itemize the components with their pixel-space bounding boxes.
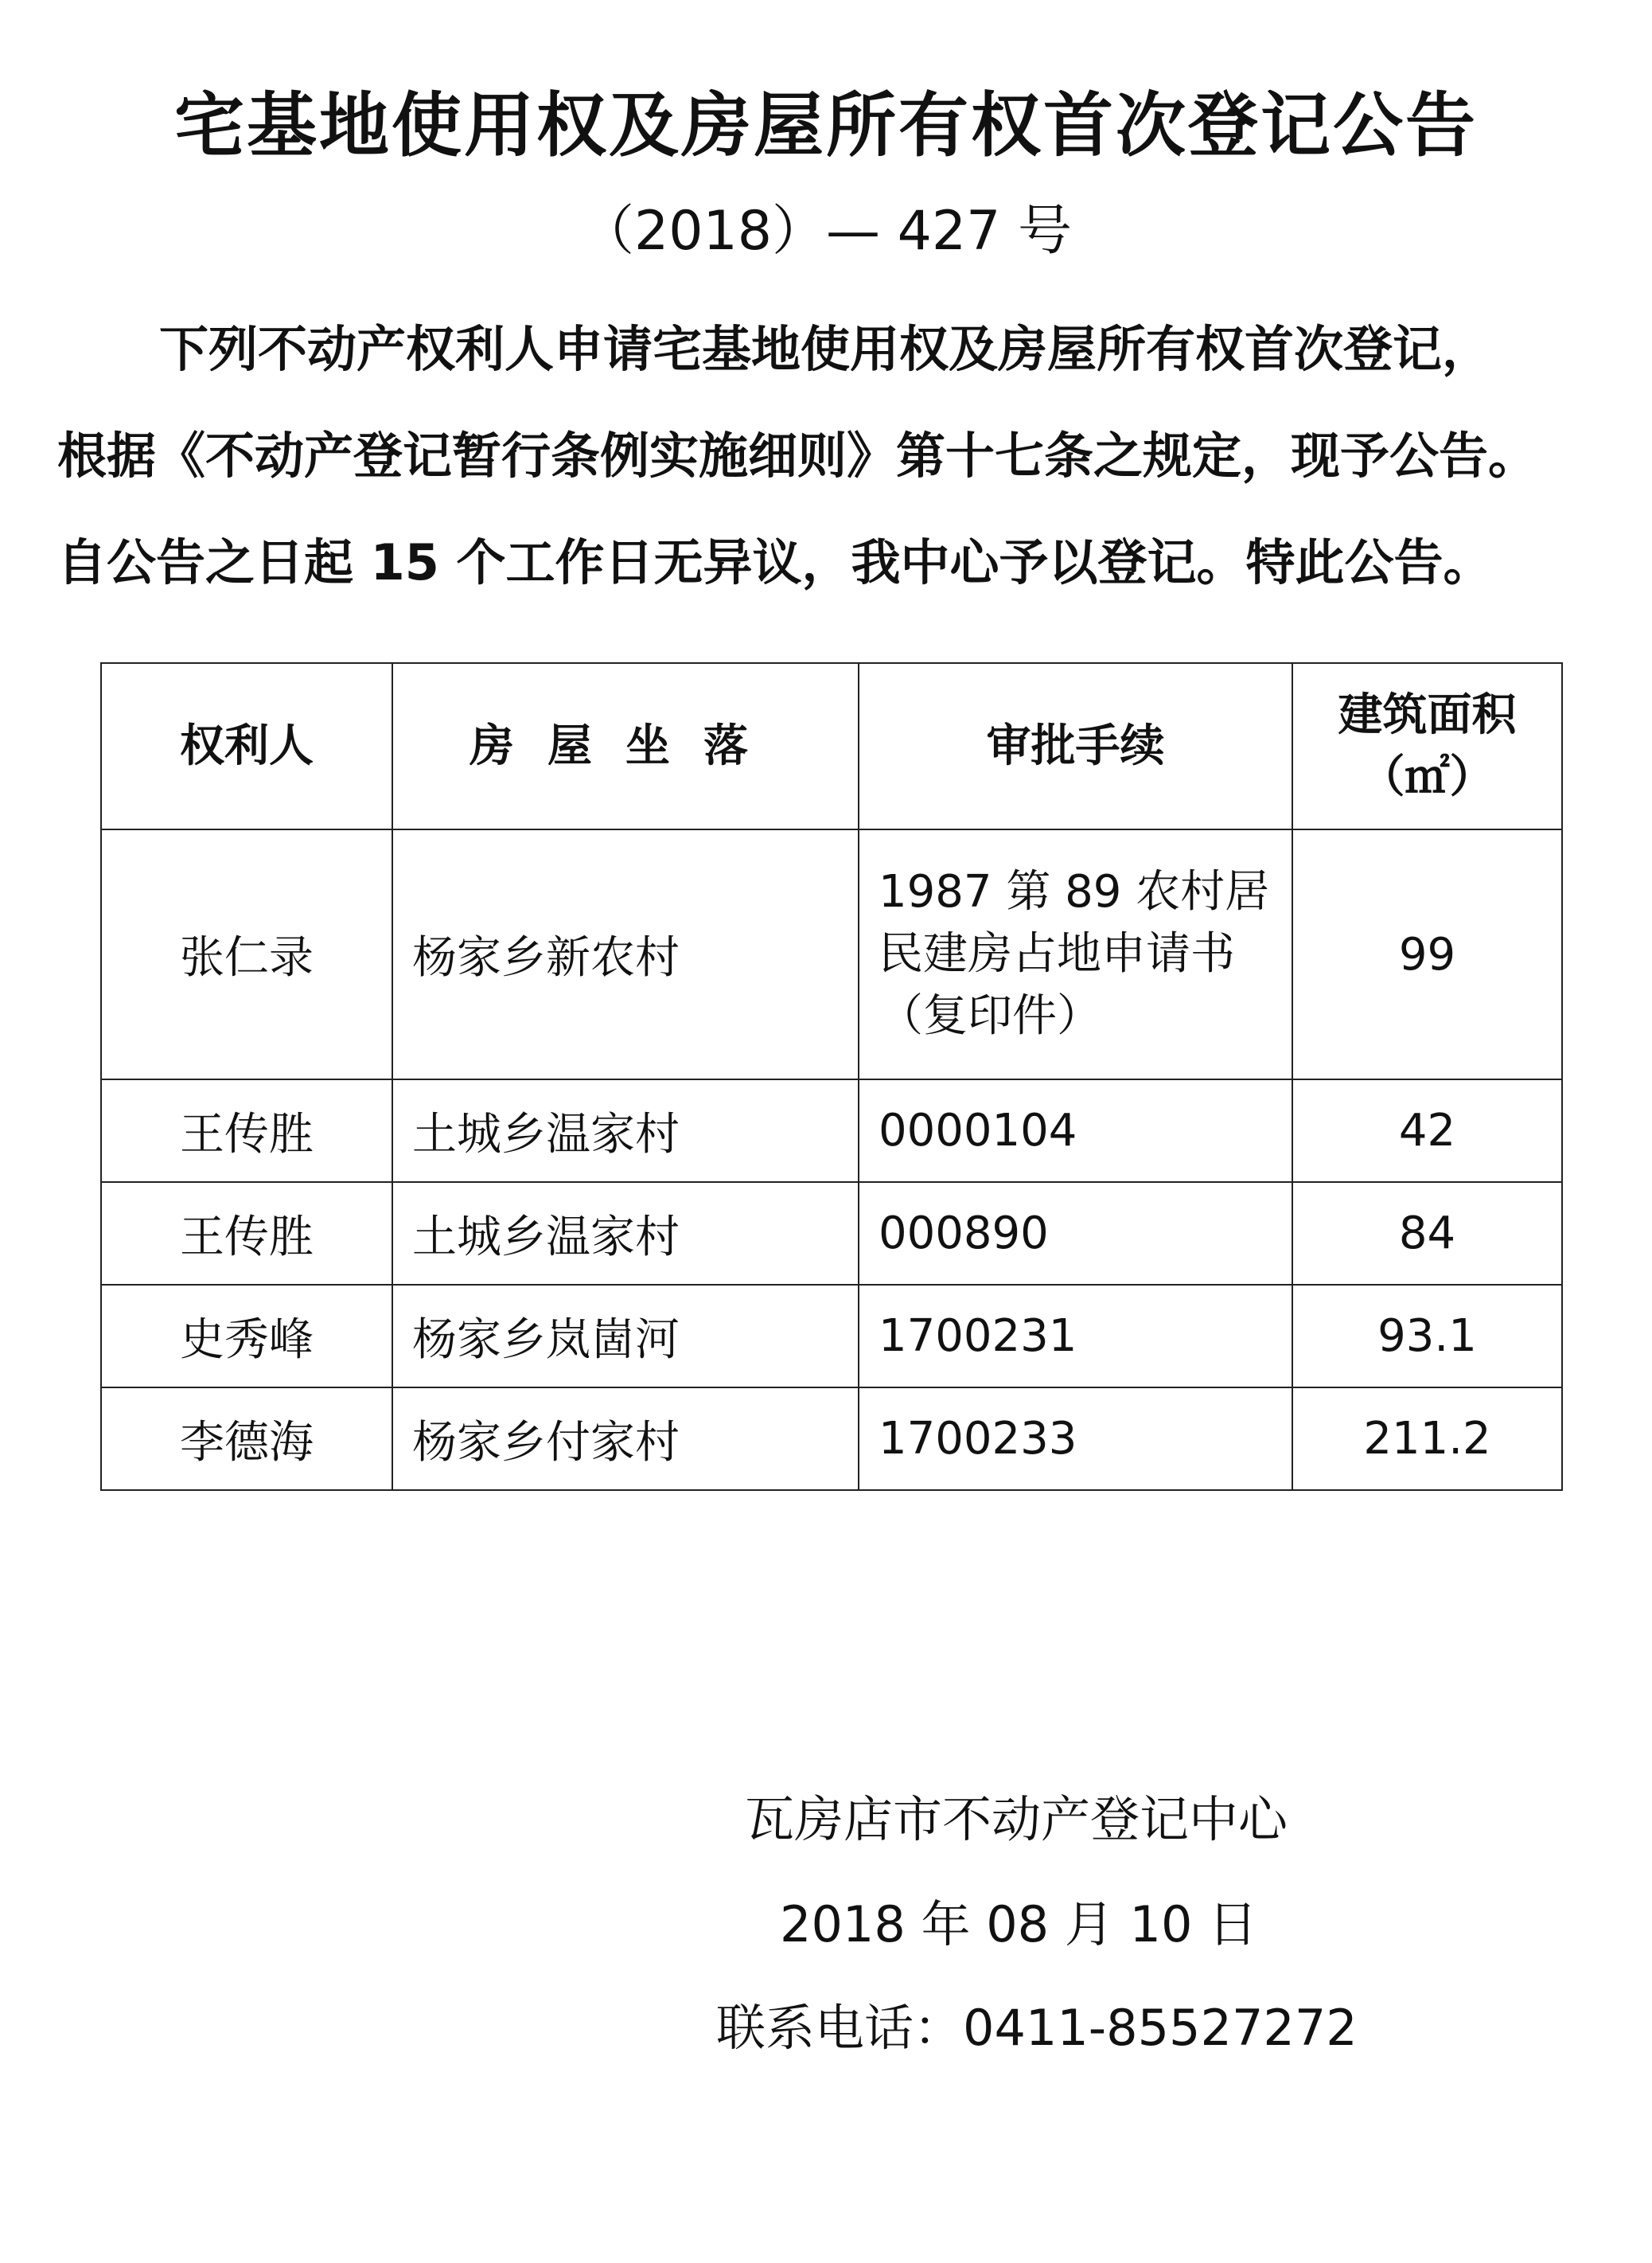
- cell-holder: 王传胜: [101, 1079, 392, 1182]
- cell-location: 杨家乡岚崮河: [392, 1285, 859, 1387]
- header-approval: 审批手续: [859, 663, 1292, 829]
- cell-area: 84: [1292, 1182, 1562, 1285]
- table-row: [101, 1387, 1562, 1490]
- header-holder: 权利人: [101, 663, 392, 829]
- table-header-row: [101, 663, 1562, 829]
- cell-approval: 1700233: [859, 1387, 1292, 1490]
- notice-title: 宅基地使用权及房屋所有权首次登记公告: [173, 84, 1478, 166]
- notice-body: [57, 296, 1617, 616]
- cell-area: 211.2: [1292, 1387, 1562, 1490]
- header-location: 房屋坐落: [392, 663, 859, 829]
- registration-table: [100, 662, 1563, 1491]
- cell-location: 杨家乡新农村: [392, 829, 859, 1079]
- cell-holder: 史秀峰: [101, 1285, 392, 1387]
- cell-location: 土城乡温家村: [392, 1182, 859, 1285]
- header-area-unit: （㎡）: [1360, 751, 1494, 803]
- body-line: 自公告之日起 15 个工作日无异议，我中心予以登记。特此公告。: [57, 533, 1493, 591]
- issuer-name: 瓦房店市不动产登记中心: [745, 1790, 1288, 1848]
- table-row: [101, 1079, 1562, 1182]
- body-line: 根据《不动产登记暂行条例实施细则》第十七条之规定，现予公告。: [57, 427, 1538, 485]
- header-area-label: 建筑面积: [1338, 689, 1517, 741]
- table-row: [101, 829, 1562, 1079]
- cell-location: 杨家乡付家村: [392, 1387, 859, 1490]
- contact-phone: 联系电话：0411-85527272: [716, 1999, 1358, 2057]
- header-area: [1292, 663, 1562, 829]
- body-line: 下列不动产权利人申请宅基地使用权及房屋所有权首次登记，: [159, 320, 1492, 378]
- issue-date: 2018 年 08 月 10 日: [780, 1895, 1258, 1953]
- cell-area: 99: [1292, 829, 1562, 1079]
- cell-holder: 李德海: [101, 1387, 392, 1490]
- document-number: （2018）— 427 号: [579, 200, 1073, 263]
- cell-approval: 000890: [859, 1182, 1292, 1285]
- cell-area: 42: [1292, 1079, 1562, 1182]
- cell-location: 土城乡温家村: [392, 1079, 859, 1182]
- cell-holder: 张仁录: [101, 829, 392, 1079]
- cell-holder: 王传胜: [101, 1182, 392, 1285]
- table-row: [101, 1182, 1562, 1285]
- cell-approval: 1700231: [859, 1285, 1292, 1387]
- cell-approval: 1987 第 89 农村居民建房占地申请书（复印件）: [859, 829, 1292, 1079]
- cell-area: 93.1: [1292, 1285, 1562, 1387]
- table-row: [101, 1285, 1562, 1387]
- cell-approval: 0000104: [859, 1079, 1292, 1182]
